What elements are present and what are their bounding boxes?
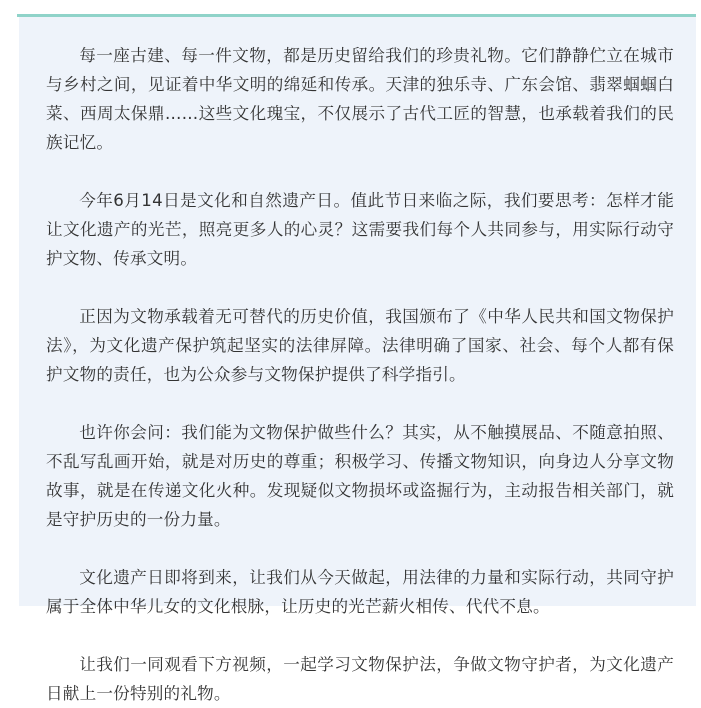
paragraph-1: 每一座古建、每一件文物，都是历史留给我们的珍贵礼物。它们静静伫立在城市与乡村之间，见证着中华文明的绵延和传承。天津的独乐寺、广东会馆、翡翠蝈蝈白菜、西周太保鼎……这些文化瑰宝，不仅展示了古代工匠的智慧，也承载着我们的民族记忆。 [46,46,674,152]
paragraph-4: 也许你会问：我们能为文物保护做些什么？其实，从不触摸展品、不随意拍照、不乱写乱画开始，就是对历史的尊重；积极学习、传播文物知识，向身边人分享文物故事，就是在传递文化火种。发现疑似文物损坏或盗掘行为，主动报告相关部门，就是守护历史的一份力量。 [46,423,674,529]
paragraph-5: 文化遗产日即将到来，让我们从今天做起，用法律的力量和实际行动，共同守护属于全体中华儿女的文化根脉，让历史的光芒薪火相传、代代不息。 [46,568,674,616]
paragraph-2: 今年6月14日是文化和自然遗产日。值此节日来临之际，我们要思考：怎样才能让文化遗产的光芒，照亮更多人的心灵？这需要我们每个人共同参与，用实际行动守护文物、传承文明。 [46,191,674,268]
article-body [19,17,696,703]
paragraph-3: 正因为文物承载着无可替代的历史价值，我国颁布了《中华人民共和国文物保护法》，为文化遗产保护筑起坚实的法律屏障。法律明确了国家、社会、每个人都有保护文物的责任，也为公众参与文物保护提供了科学指引。 [46,307,674,384]
paragraph-6: 让我们一同观看下方视频，一起学习文物保护法，争做文物守护者，为文化遗产日献上一份特别的礼物。 [46,655,674,703]
